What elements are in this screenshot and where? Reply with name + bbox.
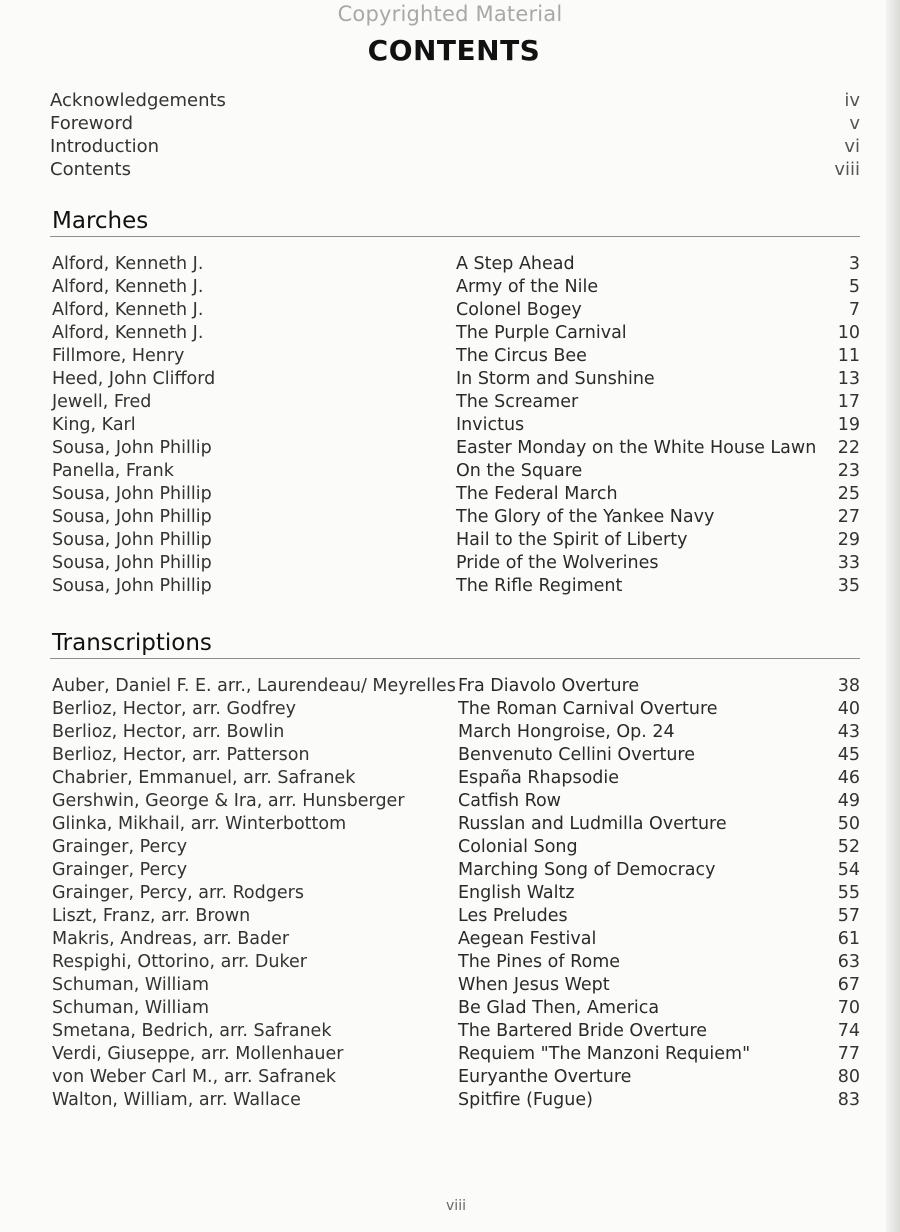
toc-entry[interactable]	[50, 790, 860, 813]
toc-entry[interactable]	[50, 460, 860, 483]
work-title: The Circus Bee	[456, 346, 587, 366]
work-title: Pride of the Wolverines	[456, 553, 659, 573]
page-number: 17	[837, 392, 860, 412]
work-title: Army of the Nile	[456, 277, 599, 297]
toc-entry[interactable]	[50, 813, 860, 836]
work-title: The Federal March	[456, 484, 618, 504]
work-title: Benvenuto Cellini Overture	[458, 745, 696, 765]
toc-entry[interactable]	[50, 1043, 860, 1066]
composer-name: Schuman, William	[52, 975, 210, 995]
work-title: On the Square	[456, 461, 583, 481]
composer-name: Gershwin, George & Ira, arr. Hunsberger	[52, 791, 405, 811]
page-number: 25	[837, 484, 860, 504]
composer-name: Verdi, Giuseppe, arr. Mollenhauer	[52, 1044, 344, 1064]
page-title: CONTENTS	[367, 34, 541, 67]
toc-entry[interactable]	[50, 483, 860, 506]
toc-entry[interactable]	[50, 767, 860, 790]
work-title: The Screamer	[456, 392, 579, 412]
work-title: España Rhapsodie	[458, 768, 620, 788]
page-number: 11	[837, 346, 860, 366]
page-number: 61	[837, 929, 860, 949]
toc-entry[interactable]	[50, 322, 860, 345]
composer-name: Heed, John Clifford	[52, 369, 216, 389]
composer-name: Auber, Daniel F. E. arr., Laurendeau/ Meyrelles	[52, 676, 456, 696]
work-title: Catfish Row	[458, 791, 561, 811]
composer-name: Sousa, John Phillip	[52, 484, 212, 504]
page-number: 46	[837, 768, 860, 788]
toc-entry[interactable]	[50, 744, 860, 767]
composer-name: Panella, Frank	[52, 461, 174, 481]
composer-name: Chabrier, Emmanuel, arr. Safranek	[52, 768, 356, 788]
toc-entry[interactable]	[50, 575, 860, 598]
page-number: 74	[837, 1021, 860, 1041]
toc-entry[interactable]	[50, 437, 860, 460]
work-title: Russlan and Ludmilla Overture	[458, 814, 727, 834]
page-number: 45	[837, 745, 860, 765]
front-matter-page: viii	[834, 159, 860, 180]
toc-entry[interactable]	[50, 529, 860, 552]
toc-entry[interactable]	[50, 974, 860, 997]
page-number: 38	[837, 676, 860, 696]
composer-name: King, Karl	[52, 415, 136, 435]
composer-name: Grainger, Percy, arr. Rodgers	[52, 883, 304, 903]
page-number: 27	[837, 507, 860, 527]
section-heading-marches: Marches	[50, 206, 860, 237]
toc-entry[interactable]	[50, 698, 860, 721]
front-matter-item[interactable]	[50, 89, 860, 112]
work-title: Be Glad Then, America	[458, 998, 660, 1018]
section-heading-transcriptions: Transcriptions	[50, 628, 860, 659]
toc-entry[interactable]	[50, 1066, 860, 1089]
work-title: Requiem "The Manzoni Requiem"	[458, 1044, 751, 1064]
front-matter-page: iv	[844, 90, 860, 111]
front-matter-item[interactable]	[50, 158, 860, 181]
work-title: Euryanthe Overture	[458, 1067, 632, 1087]
composer-name: von Weber Carl M., arr. Safranek	[52, 1067, 336, 1087]
transcriptions-section	[50, 628, 860, 1112]
page-number: 7	[848, 300, 860, 320]
toc-entry[interactable]	[50, 506, 860, 529]
work-title: March Hongroise, Op. 24	[458, 722, 675, 742]
toc-entry[interactable]	[50, 928, 860, 951]
toc-entry[interactable]	[50, 859, 860, 882]
work-title: The Glory of the Yankee Navy	[456, 507, 715, 527]
work-title: Hail to the Spirit of Liberty	[456, 530, 688, 550]
toc-entry[interactable]	[50, 836, 860, 859]
toc-entry[interactable]	[50, 345, 860, 368]
toc-entry[interactable]	[50, 721, 860, 744]
toc-entry[interactable]	[50, 997, 860, 1020]
work-title: Invictus	[456, 415, 525, 435]
front-matter-label: Contents	[50, 159, 131, 180]
front-matter-label: Foreword	[50, 113, 134, 134]
composer-name: Sousa, John Phillip	[52, 576, 212, 596]
work-title: A Step Ahead	[456, 254, 575, 274]
page-number: 83	[837, 1090, 860, 1110]
page-number: 3	[848, 254, 860, 274]
page-number: 54	[837, 860, 860, 880]
page-number: 29	[837, 530, 860, 550]
work-title: English Waltz	[458, 883, 575, 903]
transcriptions-entry-list	[50, 675, 860, 1112]
page-number: 63	[837, 952, 860, 972]
page-number: 5	[848, 277, 860, 297]
composer-name: Berlioz, Hector, arr. Patterson	[52, 745, 310, 765]
composer-name: Sousa, John Phillip	[52, 553, 212, 573]
composer-name: Alford, Kenneth J.	[52, 300, 204, 320]
toc-entry[interactable]	[50, 951, 860, 974]
composer-name: Walton, William, arr. Wallace	[52, 1090, 301, 1110]
page-number: 13	[837, 369, 860, 389]
composer-name: Liszt, Franz, arr. Brown	[52, 906, 251, 926]
work-title: Fra Diavolo Overture	[458, 676, 640, 696]
front-matter-page: v	[849, 113, 860, 134]
toc-entry[interactable]	[50, 882, 860, 905]
page-number: 33	[837, 553, 860, 573]
composer-name: Jewell, Fred	[52, 392, 152, 412]
toc-entry[interactable]	[50, 675, 860, 698]
toc-entry[interactable]	[50, 299, 860, 322]
work-title: The Rifle Regiment	[456, 576, 623, 596]
work-title: Aegean Festival	[458, 929, 597, 949]
work-title: The Roman Carnival Overture	[458, 699, 718, 719]
composer-name: Sousa, John Phillip	[52, 507, 212, 527]
work-title: The Bartered Bride Overture	[458, 1021, 708, 1041]
work-title: Easter Monday on the White House Lawn	[456, 438, 817, 458]
front-matter-label: Introduction	[50, 136, 160, 157]
work-title: Spitfire (Fugue)	[458, 1090, 593, 1110]
composer-name: Fillmore, Henry	[52, 346, 185, 366]
toc-entry[interactable]	[50, 552, 860, 575]
composer-name: Glinka, Mikhail, arr. Winterbottom	[52, 814, 347, 834]
footer-page-number: viii	[446, 1198, 466, 1214]
composer-name: Respighi, Ottorino, arr. Duker	[52, 952, 307, 972]
toc-entry[interactable]	[50, 253, 860, 276]
page-number: 50	[837, 814, 860, 834]
composer-name: Smetana, Bedrich, arr. Safranek	[52, 1021, 332, 1041]
page-number: 55	[837, 883, 860, 903]
work-title: When Jesus Wept	[458, 975, 610, 995]
page-number: 49	[837, 791, 860, 811]
marches-entry-list	[50, 253, 860, 598]
front-matter-list	[50, 89, 860, 181]
front-matter-page: vi	[844, 136, 860, 157]
work-title: The Pines of Rome	[458, 952, 621, 972]
page-number: 35	[837, 576, 860, 596]
page-number: 43	[837, 722, 860, 742]
toc-entry[interactable]	[50, 391, 860, 414]
composer-name: Berlioz, Hector, arr. Godfrey	[52, 699, 296, 719]
toc-entry[interactable]	[50, 905, 860, 928]
composer-name: Grainger, Percy	[52, 837, 188, 857]
composer-name: Alford, Kenneth J.	[52, 254, 204, 274]
page-number: 70	[837, 998, 860, 1018]
page-number: 77	[837, 1044, 860, 1064]
page-number: 23	[837, 461, 860, 481]
composer-name: Grainger, Percy	[52, 860, 188, 880]
copyright-watermark: Copyrighted Material	[337, 2, 563, 26]
composer-name: Schuman, William	[52, 998, 210, 1018]
composer-name: Berlioz, Hector, arr. Bowlin	[52, 722, 285, 742]
work-title: In Storm and Sunshine	[456, 369, 655, 389]
page-number: 10	[837, 323, 860, 343]
page-number: 67	[837, 975, 860, 995]
front-matter-item[interactable]	[50, 112, 860, 135]
page-number: 19	[837, 415, 860, 435]
work-title: Les Preludes	[458, 906, 568, 926]
page-number: 57	[837, 906, 860, 926]
composer-name: Sousa, John Phillip	[52, 438, 212, 458]
work-title: Marching Song of Democracy	[458, 860, 716, 880]
toc-entry[interactable]	[50, 276, 860, 299]
front-matter-item[interactable]	[50, 135, 860, 158]
front-matter-label: Acknowledgements	[50, 90, 226, 111]
page-edge-shadow	[886, 0, 900, 1232]
toc-entry[interactable]	[50, 368, 860, 391]
marches-section	[50, 206, 860, 598]
toc-entry[interactable]	[50, 414, 860, 437]
composer-name: Sousa, John Phillip	[52, 530, 212, 550]
composer-name: Alford, Kenneth J.	[52, 323, 204, 343]
work-title: The Purple Carnival	[456, 323, 627, 343]
page-number: 80	[837, 1067, 860, 1087]
page-number: 22	[837, 438, 860, 458]
page-number: 52	[837, 837, 860, 857]
composer-name: Makris, Andreas, arr. Bader	[52, 929, 290, 949]
work-title: Colonial Song	[458, 837, 578, 857]
page-number: 40	[837, 699, 860, 719]
composer-name: Alford, Kenneth J.	[52, 277, 204, 297]
work-title: Colonel Bogey	[456, 300, 582, 320]
toc-entry[interactable]	[50, 1089, 860, 1112]
toc-entry[interactable]	[50, 1020, 860, 1043]
